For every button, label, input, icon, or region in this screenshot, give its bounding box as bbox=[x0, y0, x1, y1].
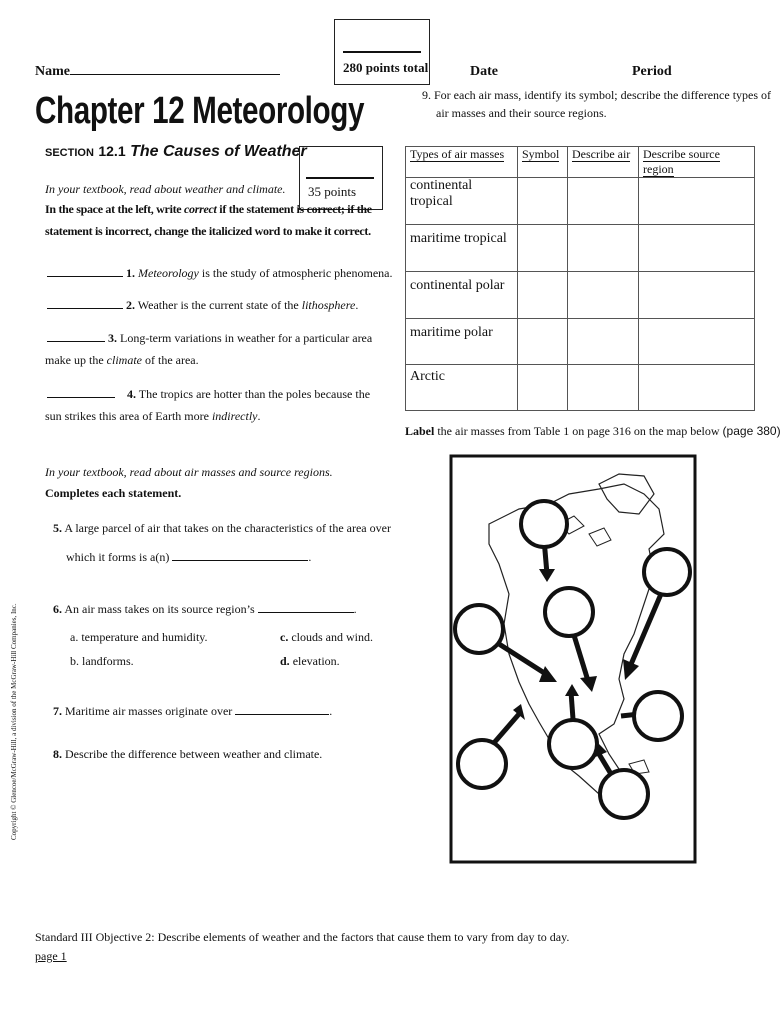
points-total-box bbox=[334, 19, 430, 85]
part2-instruction: Completes each statement. bbox=[45, 486, 182, 500]
table-row bbox=[406, 272, 755, 319]
name-label: Name bbox=[35, 64, 70, 79]
question-6: 6. An air mass takes on its source region’s . bbox=[53, 602, 357, 616]
label-circle-4[interactable] bbox=[455, 605, 503, 653]
section-points: 35 points bbox=[308, 184, 357, 199]
arrow-s bbox=[571, 692, 573, 719]
table-row bbox=[406, 319, 755, 365]
source-region-cell[interactable] bbox=[639, 365, 755, 411]
part2-intro: In your textbook, read about air masses and source regions. bbox=[45, 465, 333, 479]
symbol-cell[interactable] bbox=[518, 272, 568, 319]
section-title: The Causes of Weather bbox=[130, 143, 307, 160]
source-region-cell[interactable] bbox=[639, 272, 755, 319]
symbol-cell[interactable] bbox=[518, 319, 568, 365]
section-heading bbox=[45, 143, 307, 161]
section-label: SECTION bbox=[45, 147, 94, 159]
describe-air-cell[interactable] bbox=[568, 365, 639, 411]
date-label: Date bbox=[470, 64, 498, 79]
describe-air-cell[interactable] bbox=[568, 272, 639, 319]
question-1: 1. Meteorology is the study of atmospheric phenomena. bbox=[47, 266, 393, 281]
row-label: maritime tropical bbox=[406, 225, 518, 272]
section-points-box bbox=[299, 146, 383, 210]
symbol-cell[interactable] bbox=[518, 365, 568, 411]
describe-air-cell[interactable] bbox=[568, 178, 639, 225]
question-5-line2: which it forms is a(n) . bbox=[66, 550, 312, 564]
label-circle-7[interactable] bbox=[458, 740, 506, 788]
answer-blank-1[interactable] bbox=[47, 266, 123, 277]
label-circle-2[interactable] bbox=[644, 549, 690, 595]
standard-objective: Standard III Objective 2: Describe elements of weather and the factors that cause them to vary from day to day. bbox=[35, 930, 570, 944]
label-circle-8[interactable] bbox=[600, 770, 648, 818]
row-label: maritime polar bbox=[406, 319, 518, 365]
answer-blank-3[interactable] bbox=[47, 331, 105, 342]
row-label: Arctic bbox=[406, 365, 518, 411]
answer-blank-6[interactable] bbox=[258, 602, 354, 613]
answer-blank-5[interactable] bbox=[172, 550, 308, 561]
part1-instructions: In the space at the left, write correct if the statement is correct; if the bbox=[45, 202, 372, 216]
part1-intro: In your textbook, read about weather and climate. bbox=[45, 182, 286, 196]
option-6a: a. temperature and humidity. bbox=[70, 630, 208, 644]
points-total: 280 points total bbox=[343, 60, 429, 75]
label-circle-1[interactable] bbox=[521, 501, 567, 547]
north-america-map bbox=[449, 454, 697, 864]
row-label: continental polar bbox=[406, 272, 518, 319]
question-7: 7. Maritime air masses originate over . bbox=[53, 704, 333, 718]
symbol-cell[interactable] bbox=[518, 178, 568, 225]
label-circle-6[interactable] bbox=[549, 720, 597, 768]
question-4-line2: sun strikes this area of Earth more indirectly. bbox=[45, 409, 261, 423]
col-symbol: Symbol bbox=[518, 147, 568, 178]
source-region-cell[interactable] bbox=[639, 319, 755, 365]
part1-instructions-line2: statement is incorrect, change the italicized word to make it correct. bbox=[45, 224, 371, 238]
section-number: 12.1 bbox=[98, 143, 126, 159]
name-field[interactable] bbox=[35, 64, 280, 80]
source-region-cell[interactable] bbox=[639, 178, 755, 225]
option-6d: d. elevation. bbox=[280, 654, 340, 668]
question-3-line2: make up the climate of the area. bbox=[45, 353, 199, 367]
col-types: Types of air masses bbox=[406, 147, 518, 178]
copyright-notice: Copyright © Glencoe/McGraw-Hill, a division of the McGraw-Hill Companies, Inc. bbox=[10, 603, 18, 840]
describe-air-cell[interactable] bbox=[568, 225, 639, 272]
question-2: 2. Weather is the current state of the lithosphere. bbox=[47, 298, 358, 313]
period-label: Period bbox=[632, 64, 672, 79]
col-describe-source: Describe source region bbox=[639, 147, 755, 178]
answer-blank-2[interactable] bbox=[47, 298, 123, 309]
page-title: Chapter 12 Meteorology bbox=[35, 90, 365, 132]
question-3: 3. Long-term variations in weather for a particular area bbox=[47, 331, 372, 346]
table-header-row bbox=[406, 147, 755, 178]
row-label: continental tropical bbox=[406, 178, 518, 225]
label-circle-5[interactable] bbox=[634, 692, 682, 740]
question-8: 8. Describe the difference between weather and climate. bbox=[53, 747, 323, 761]
describe-air-cell[interactable] bbox=[568, 319, 639, 365]
col-describe-air: Describe air bbox=[568, 147, 639, 178]
table-row bbox=[406, 225, 755, 272]
page-number: page 1 bbox=[35, 949, 67, 963]
question-9-line2: air masses and their source regions. bbox=[436, 106, 607, 120]
answer-blank-7[interactable] bbox=[235, 704, 329, 715]
source-region-cell[interactable] bbox=[639, 225, 755, 272]
option-6b: b. landforms. bbox=[70, 654, 134, 668]
question-4: 4. The tropics are hotter than the poles because the bbox=[47, 387, 370, 402]
option-6c: c. clouds and wind. bbox=[280, 630, 373, 644]
air-mass-table bbox=[405, 146, 755, 411]
table-row bbox=[406, 178, 755, 225]
answer-blank-4[interactable] bbox=[47, 387, 115, 398]
map-instruction: Label the air masses from Table 1 on page 316 on the map below (page 380) bbox=[405, 424, 781, 438]
table-row bbox=[406, 365, 755, 411]
question-5: 5. A large parcel of air that takes on the characteristics of the area over bbox=[53, 521, 391, 535]
symbol-cell[interactable] bbox=[518, 225, 568, 272]
question-9: 9. For each air mass, identify its symbol; describe the difference types of bbox=[422, 88, 772, 102]
label-circle-3[interactable] bbox=[545, 588, 593, 636]
